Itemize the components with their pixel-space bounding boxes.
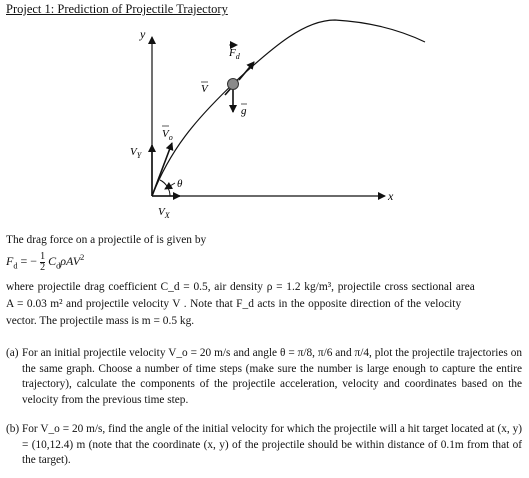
vo-arrow [152, 143, 172, 196]
vy-label: $V_Y$ [130, 146, 142, 160]
where-line-1: where projectile drag coefficient C_d = 0.5, air density ρ = 1.2 kg/m³, projectile cross sectional area [6, 281, 475, 293]
x-axis-label: x [388, 189, 394, 203]
v-label: V [201, 83, 208, 95]
part-a-text: For an initial projectile velocity V_o = 20 m/s and angle θ = π/8, π/6 and π/4, plot the projectile trajectories on the same graph. Choose a number of time steps (make sure the number is large enough to capture the entire trajectory), calculate the components of the projectile acceleration, velocity and coordinates based on the velocity from the previous time step. [22, 347, 522, 406]
intro-text: The drag force on a projectile of is given by [6, 234, 207, 246]
g-label: g [241, 105, 247, 117]
part-b [6, 422, 522, 469]
theta-arc [160, 180, 170, 196]
part-a-label: (a) [6, 347, 19, 359]
part-b-text: For V_o = 20 m/s, find the angle of the initial velocity for which the projectile will a hit target located at (x, y) = (10,12.4) m (note that the coordinate (x, y) of the projectile should be within distance of 0.1m from that of the target). [22, 423, 522, 467]
fd-label: $F_d$ [229, 47, 240, 61]
y-axis-label: y [140, 27, 146, 41]
where-line-3: vector. The projectile mass is m = 0.5 kg. [6, 315, 195, 327]
theta-pointer [165, 183, 175, 189]
drag-force-arrow [239, 62, 254, 80]
trajectory-diagram [0, 0, 529, 232]
drag-equation: $F_d$ = − $\frac{1}{2}$ $C_d\rho AV^2$ [6, 250, 85, 273]
where-line-2: A = 0.03 m² and projectile velocity V . Note that F_d acts in the opposite direction of the velocity [6, 298, 462, 310]
projectile-ball [228, 79, 239, 90]
part-a [6, 346, 522, 408]
theta-label: θ [177, 178, 183, 190]
page-title: Project 1: Prediction of Projectile Trajectory [6, 2, 228, 16]
vo-label: $V_o$ [162, 128, 173, 142]
vx-label: $V_X$ [158, 206, 170, 220]
part-b-label: (b) [6, 423, 20, 435]
trajectory-curve [152, 20, 425, 196]
